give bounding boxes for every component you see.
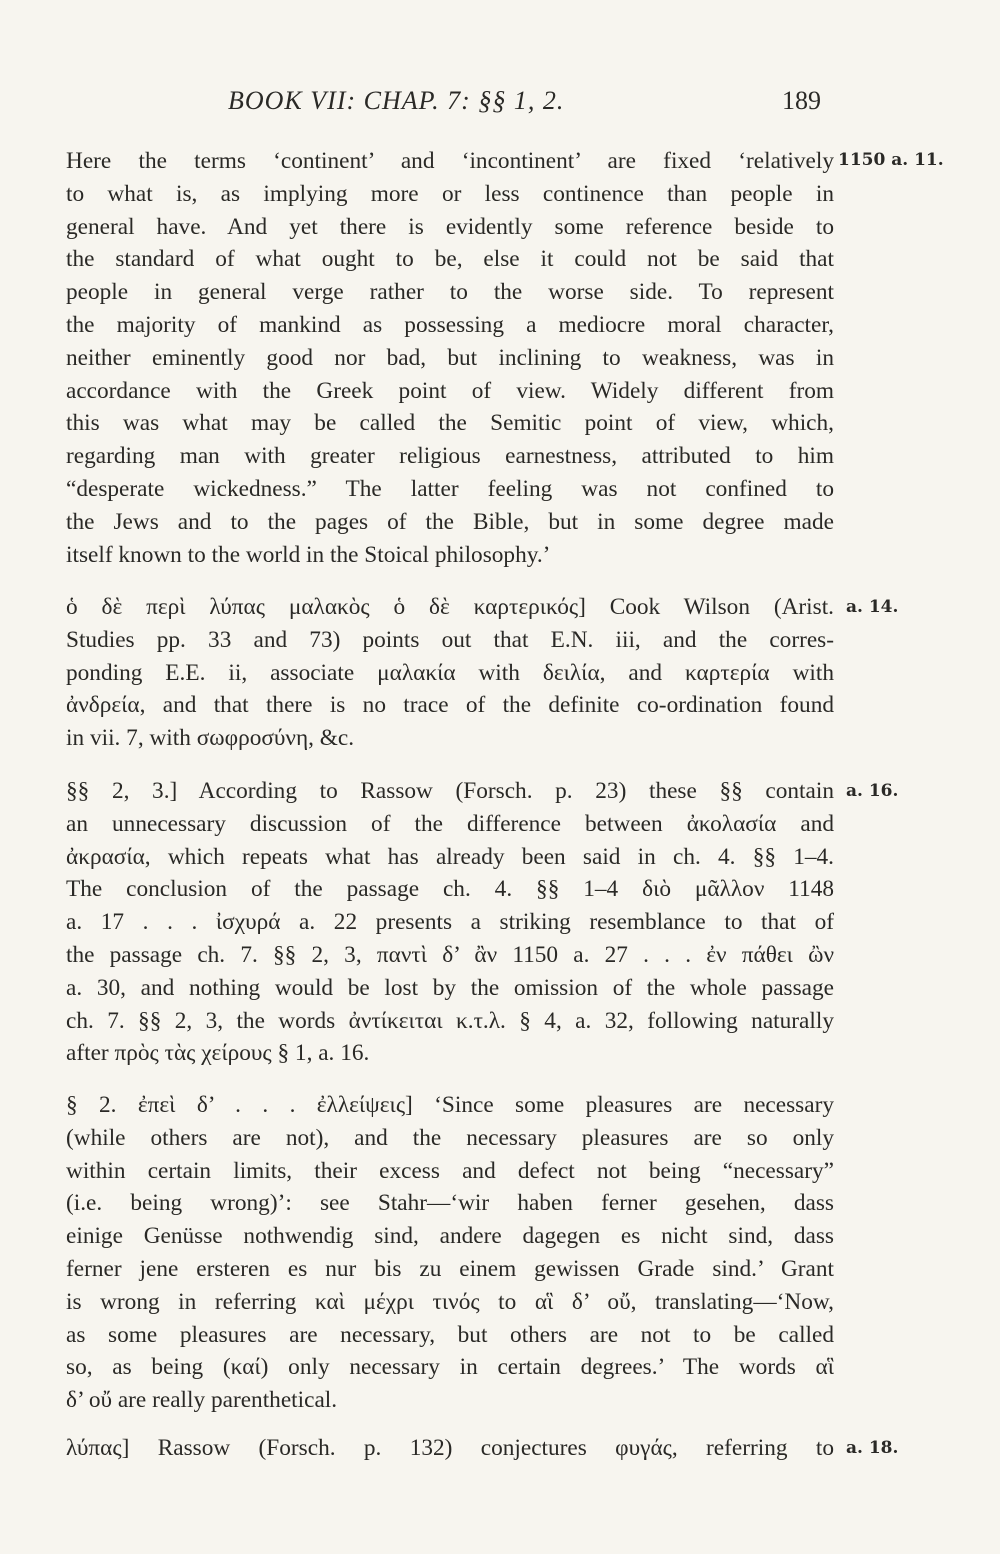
text-line: einige Genüsse nothwendig sind, andere dagegen es nicht sind, dass bbox=[66, 1223, 834, 1250]
paragraph-5 bbox=[66, 1432, 834, 1465]
text-line: a. 30, and nothing would be lost by the omission of the whole passage bbox=[66, 974, 834, 1001]
paragraph-3 bbox=[66, 775, 834, 1070]
margin-reference: 1150 a. 11. bbox=[838, 150, 944, 170]
text-line: so, as being (καί) only necessary in certain degrees.’ The words αἳ bbox=[66, 1354, 834, 1381]
text-line: an unnecessary discussion of the difference between ἀκολασία and bbox=[66, 810, 834, 837]
text-line: Studies pp. 33 and 73) points out that E.N. iii, and the corres- bbox=[66, 626, 834, 653]
text-line: δ’ οὔ are really parenthetical. bbox=[66, 1387, 338, 1414]
text-line: itself known to the world in the Stoical philosophy.’ bbox=[66, 541, 551, 568]
text-line: The conclusion of the passage ch. 4. §§ 1–4 διὸ μᾶλλον 1148 bbox=[66, 876, 834, 903]
text-line: people in general verge rather to the worse side. To represent bbox=[66, 279, 834, 306]
text-line: to what is, as implying more or less continence than people in bbox=[66, 180, 834, 207]
text-line: after πρὸς τὰς χείρους § 1, a. 16. bbox=[66, 1040, 370, 1067]
text-line: this was what may be called the Semitic point of view, which, bbox=[66, 410, 834, 437]
text-line: ἀνδρεία, and that there is no trace of the definite co-ordination found bbox=[66, 692, 834, 719]
text-line: the majority of mankind as possessing a mediocre moral character, bbox=[66, 311, 834, 338]
text-line: ὁ δὲ περὶ λύπας μαλακὸς ὁ δὲ καρτερικός] Cook Wilson (Arist. bbox=[66, 594, 834, 620]
text-line: general have. And yet there is evidently some reference beside to bbox=[66, 213, 834, 240]
text-line: ch. 7. §§ 2, 3, the words ἀντίκειται κ.τ.λ. § 4, a. 32, following naturally bbox=[66, 1007, 834, 1034]
margin-reference: a. 14. bbox=[846, 597, 899, 617]
paragraph-4 bbox=[66, 1089, 834, 1417]
text-line: in vii. 7, with σωφροσύνη, &c. bbox=[66, 725, 355, 752]
text-line: within certain limits, their excess and defect not being “necessary” bbox=[66, 1157, 834, 1184]
page-header bbox=[0, 86, 1000, 126]
text-line: the standard of what ought to be, else it could not be said that bbox=[66, 246, 834, 273]
text-line: Here the terms ‘continent’ and ‘incontinent’ are fixed ‘relatively bbox=[66, 148, 834, 174]
text-line: ponding E.E. ii, associate μαλακία with δειλία, and καρτερία with bbox=[66, 659, 834, 686]
text-line: neither eminently good nor bad, but inclining to weakness, was in bbox=[66, 344, 834, 371]
text-line: ferner jene ersteren es nur bis zu einem gewissen Grade sind.’ Grant bbox=[66, 1255, 834, 1282]
text-line: (i.e. being wrong)’: see Stahr—‘wir haben ferner gesehen, dass bbox=[66, 1190, 834, 1217]
text-line: a. 17 . . . ἰσχυρά a. 22 presents a striking resemblance to that of bbox=[66, 909, 834, 936]
margin-reference: a. 18. bbox=[846, 1438, 899, 1458]
text-line: ἀκρασία, which repeats what has already been said in ch. 4. §§ 1–4. bbox=[66, 843, 834, 870]
text-line: § 2. ἐπεὶ δ’ . . . ἐλλείψεις] ‘Since some pleasures are necessary bbox=[66, 1092, 834, 1118]
margin-reference: a. 16. bbox=[846, 781, 899, 801]
text-line: “desperate wickedness.” The latter feeling was not confined to bbox=[66, 475, 834, 502]
text-line: §§ 2, 3.] According to Rassow (Forsch. p. 23) these §§ contain bbox=[66, 778, 834, 804]
paragraph-2 bbox=[66, 591, 834, 755]
page-number: 189 bbox=[782, 86, 821, 115]
text-line: is wrong in referring καὶ μέχρι τινός to αἳ δ’ οὔ, translating—‘Now, bbox=[66, 1288, 834, 1315]
text-line: the passage ch. 7. §§ 2, 3, παντὶ δ’ ἂν 1150 a. 27 . . . ἐν πάθει ὢν bbox=[66, 941, 834, 968]
text-line: regarding man with greater religious earnestness, attributed to him bbox=[66, 443, 834, 470]
text-line: the Jews and to the pages of the Bible, but in some degree made bbox=[66, 508, 834, 535]
running-head: BOOK VII: CHAP. 7: §§ 1, 2. bbox=[228, 86, 565, 115]
paragraph-1 bbox=[66, 145, 834, 571]
text-line: λύπας] Rassow (Forsch. p. 132) conjectures φυγάς, referring to bbox=[66, 1435, 834, 1461]
text-line: accordance with the Greek point of view. Widely different from bbox=[66, 377, 834, 404]
text-line: (while others are not), and the necessary pleasures are so only bbox=[66, 1124, 834, 1151]
text-line: as some pleasures are necessary, but others are not to be called bbox=[66, 1321, 834, 1348]
